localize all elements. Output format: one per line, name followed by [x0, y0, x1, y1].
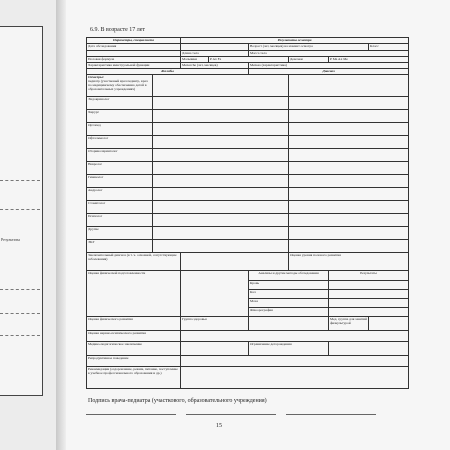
left-page: [0, 0, 56, 450]
specialist-row: [87, 240, 409, 253]
specialist-diagnosis-field[interactable]: [289, 149, 409, 162]
signature-line: [286, 414, 376, 415]
specialist-label: Эндокринолог: [87, 97, 153, 110]
specialist-row: [87, 175, 409, 188]
signature-line: [186, 414, 276, 415]
specialist-diagnosis-field[interactable]: [289, 201, 409, 214]
diagnosis-header: Диагноз: [249, 69, 409, 75]
specialist-label: Андролог: [87, 188, 153, 201]
analysis-stool: Кал: [249, 290, 329, 299]
phys-assessment-label: Оценка физического развития: [87, 317, 181, 331]
specialist-diagnosis-field[interactable]: [289, 162, 409, 175]
analysis-fluoro-result[interactable]: [329, 308, 409, 317]
left-page-frame: [0, 26, 43, 396]
specialist-complaints-field[interactable]: [153, 136, 289, 149]
specialist-diagnosis-field[interactable]: [289, 227, 409, 240]
development-level-label: Оценка уровня полового развития: [289, 253, 409, 271]
specialist-diagnosis-field[interactable]: [289, 214, 409, 227]
med-ped-field[interactable]: [181, 342, 249, 356]
specialist-complaints-field[interactable]: [153, 123, 289, 136]
specialist-row: [87, 136, 409, 149]
left-dashed-line: [0, 209, 40, 211]
sexual-formula-label: Половая формула: [87, 57, 181, 63]
results-header: Результаты: [329, 271, 409, 281]
specialist-label: Оториноларинголог: [87, 149, 153, 162]
left-page-label: Результаты: [1, 237, 20, 242]
specialist-complaints-field[interactable]: [153, 97, 289, 110]
specialist-diagnosis-field[interactable]: [289, 97, 409, 110]
specialist-diagnosis-field[interactable]: [289, 123, 409, 136]
specialist-row: [87, 201, 409, 214]
limitation-field[interactable]: [329, 342, 409, 356]
specialist-label: Хирург: [87, 110, 153, 123]
specialist-row: [87, 227, 409, 240]
left-dashed-line: [0, 289, 40, 291]
menstrual-label: Характеристика менструальной функции: [87, 63, 181, 69]
left-dashed-line: [0, 335, 40, 337]
reproductive-label: Репродуктивное поведение: [87, 356, 181, 367]
left-dashed-line: [0, 180, 40, 182]
specialist-label: ЭКГ: [87, 240, 153, 253]
page-title: 6.9. В возрасте 17 лет: [90, 27, 146, 33]
phys-fitness-field[interactable]: [181, 271, 249, 317]
col-results-header: Результаты осмотра: [181, 38, 409, 44]
limitation-label: Ограничение деторождения: [249, 342, 329, 356]
specialist-complaints-field[interactable]: [153, 240, 289, 253]
body-length-label: Длина тела: [181, 51, 249, 57]
specialist-complaints-field[interactable]: [153, 188, 289, 201]
specialist-label: Гинеколог: [87, 175, 153, 188]
specialist-row: [87, 123, 409, 136]
analysis-urine-result[interactable]: [329, 299, 409, 308]
book-gutter: [56, 0, 66, 450]
specialist-row: [87, 162, 409, 175]
specialist-complaints-field[interactable]: [153, 214, 289, 227]
specialists-rows: [87, 97, 409, 253]
final-diagnosis-label: Заключительный диагноз (в т. ч. основной, сопутствующие заболевания): [87, 253, 181, 271]
left-dashed-line: [0, 313, 40, 315]
med-group-field[interactable]: [369, 317, 409, 331]
analysis-stool-result[interactable]: [329, 290, 409, 299]
specialist-complaints-field[interactable]: [153, 149, 289, 162]
analysis-blood-result[interactable]: [329, 281, 409, 290]
signature-line: [86, 414, 176, 415]
specialist-diagnosis-field[interactable]: [289, 240, 409, 253]
neuro-label: Оценка нервно-психического развития: [87, 331, 181, 342]
specialist-row: [87, 97, 409, 110]
specialist-label: Другие: [87, 227, 153, 240]
exam-date-label: Дата обследования: [87, 44, 181, 51]
specialist-label: Психолог: [87, 214, 153, 227]
reproductive-field[interactable]: [181, 356, 409, 367]
analysis-urine: Моча: [249, 299, 329, 308]
neuro-field[interactable]: [181, 331, 409, 342]
specialist-diagnosis-field[interactable]: [289, 110, 409, 123]
specialist-diagnosis-field[interactable]: [289, 175, 409, 188]
col-params-header: Параметры, специалиста: [87, 38, 181, 44]
boys-formula: P Ax Fa: [209, 57, 289, 63]
body-mass-label: Масса тела: [249, 51, 409, 57]
specialist-diagnosis-field[interactable]: [289, 136, 409, 149]
health-group-label: Группа здоровья: [181, 317, 249, 331]
specialist-complaints-field[interactable]: [153, 227, 289, 240]
analysis-fluoro: Флюорография: [249, 308, 329, 317]
recommendations-field[interactable]: [181, 367, 409, 389]
menses-label: Menses (характеристика): [249, 63, 409, 69]
med-group-label: Мед. группа для занятий физкультурой: [329, 317, 369, 331]
specialist-row: [87, 188, 409, 201]
exam-table: [86, 37, 409, 389]
complaints-field[interactable]: [153, 75, 289, 97]
girls-formula: P Ma Ax Me: [329, 57, 409, 63]
diagnosis-field[interactable]: [289, 75, 409, 97]
specialist-label: Стоматолог: [87, 201, 153, 214]
specialist-label: Ортопед: [87, 123, 153, 136]
boys-label: Мальчики: [181, 57, 209, 63]
specialist-label: Невролог: [87, 162, 153, 175]
health-group-field[interactable]: [249, 317, 329, 331]
specialist-row: [87, 214, 409, 227]
specialist-diagnosis-field[interactable]: [289, 188, 409, 201]
med-ped-label: Медико-педагогическое заключение: [87, 342, 181, 356]
recommendations-label: Рекомендации (оздоровление, режим, питание, поступление в учебное профессионального образования и др.): [87, 367, 181, 389]
final-diagnosis-field[interactable]: [181, 253, 289, 271]
analyses-header: Анализы и другие методы обследования: [249, 271, 329, 281]
specialist-complaints-field[interactable]: [153, 201, 289, 214]
exam-date-value[interactable]: [181, 44, 249, 51]
menarche-label: Menarche (лет, месяцев): [181, 63, 249, 69]
form-page: [66, 0, 450, 450]
specialist-label: Офтальмолог: [87, 136, 153, 149]
specialist-complaints-field[interactable]: [153, 175, 289, 188]
exams-label: Осмотры:: [88, 75, 104, 79]
pediatrician-label: педиатр (участковый врач педиатр, врач по медицинскому обеспечению детей в образовательных учреждениях): [88, 79, 148, 91]
analysis-blood: Кровь: [249, 281, 329, 290]
phys-fitness-label: Оценка физической подготовленности: [87, 271, 181, 317]
specialist-row: [87, 149, 409, 162]
specialist-row: [87, 110, 409, 123]
girls-label: Девочки: [289, 57, 329, 63]
signature-label: Подпись врача-педиатра (участкового, образовательного учреждения): [88, 398, 267, 404]
class-label: Класс: [369, 44, 409, 51]
specialist-complaints-field[interactable]: [153, 162, 289, 175]
age-label: Возраст (лет, месяцев) на момент осмотра: [249, 44, 369, 51]
complaints-header: Жалобы: [87, 69, 249, 75]
specialist-complaints-field[interactable]: [153, 110, 289, 123]
page-number: 15: [216, 423, 222, 429]
pediatrician-cell: [87, 75, 153, 97]
